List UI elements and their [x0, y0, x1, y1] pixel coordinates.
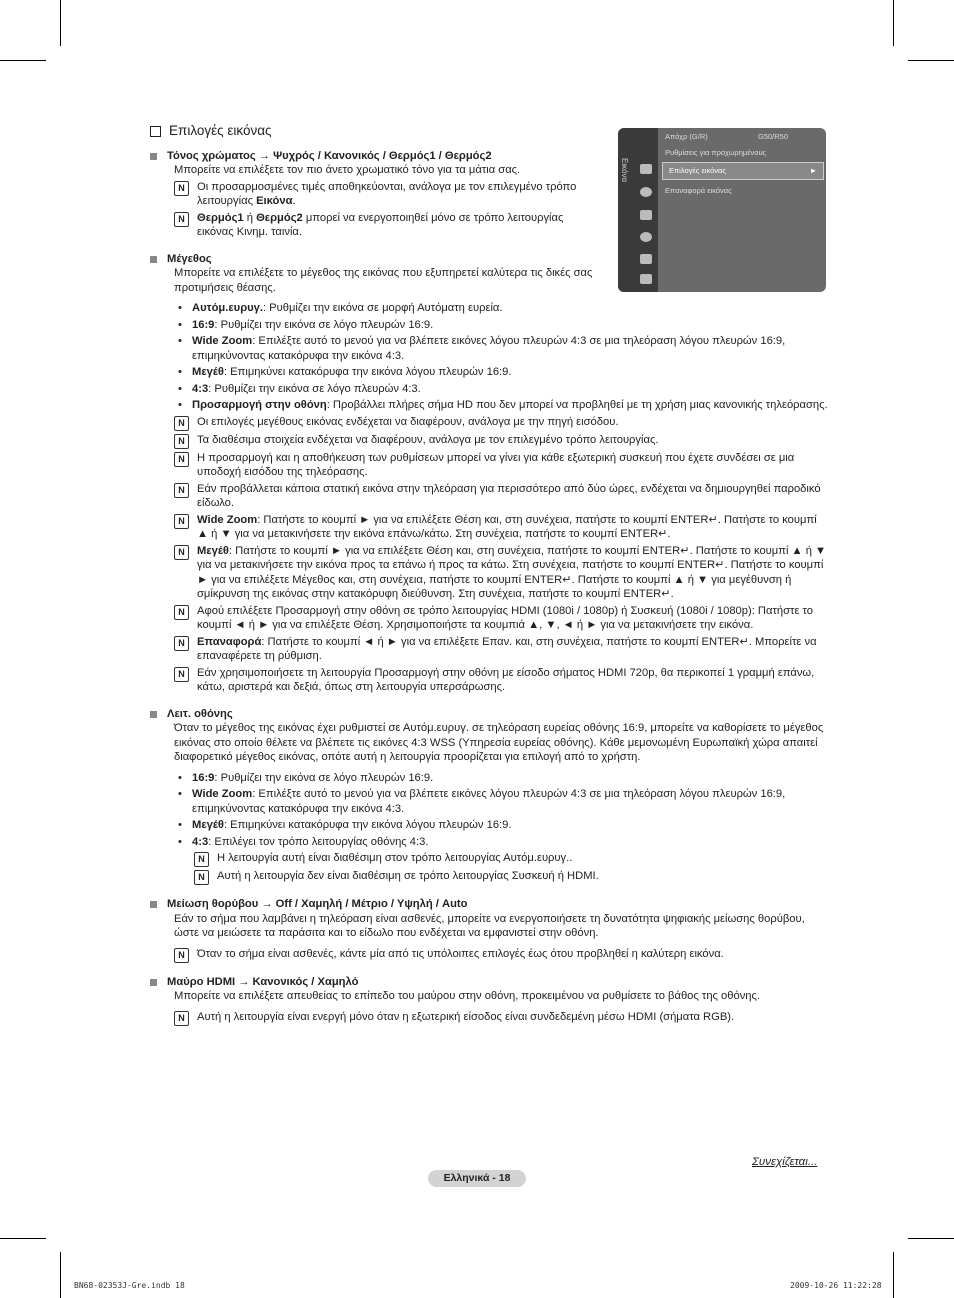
note-icon: N	[174, 948, 189, 963]
checkbox-icon	[150, 126, 161, 137]
print-slug-left: BN68-02353J-Gre.indb 18	[74, 1281, 185, 1290]
note: N Η προσαρμογή και η αποθήκευση των ρυθμίσεων μπορεί να γίνει για κάθε εξωτερική συσκευή που έχετε συνδέσει σε μια υποδοχή εισόδου της τηλεόρασης.	[174, 451, 830, 480]
note: N Εάν χρησιμοποιήσετε τη λειτουργία Προσαρμογή στην οθόνη με είσοδο σήματος HDMI 720p, θα περικοπεί 1 γραμμή επάνω, κάτω, αριστερά και δεξιά, όπως στη λειτουργία υπερσάρωσης.	[174, 666, 830, 695]
square-bullet-icon	[150, 901, 157, 908]
note-icon: N	[174, 452, 189, 467]
menu-selected-arrow: ►	[809, 166, 817, 175]
page-content	[150, 124, 830, 1026]
list-item: • Αυτόμ.ευρυγ.: Ρυθμίζει την εικόνα σε μορφή Αυτόματη ευρεία.	[174, 301, 830, 316]
list-item: • Wide Zoom: Επιλέξτε αυτό το μενού για να βλέπετε εικόνες λόγου πλευρών 4:3 σε μια τηλεόραση λόγου πλευρών 16:9, επιμηκύνοντας κατακόρυφα την εικόνα 4:3.	[174, 787, 830, 816]
screen-mode-desc: Όταν το μέγεθος της εικόνας έχει ρυθμιστεί σε Αυτόμ.ευρυγ. σε τηλεόραση ευρείας οθόνης 16:9, μπορείτε να καθορίσετε το μέγεθος εικόνας στο οποίο θέλετε να βλέπετε τις εικόνες 4:3 WSS (Υπηρεσία ευρείας οθόνης). Κάθε μεμονωμένη Ευρωπαϊκή χώρα απαιτεί διαφορετικό μέγεθος εικόνας, οπότε αυτή η λειτουργία προορίζεται για επιλογή από το χρήστη.	[174, 722, 824, 763]
crop-mark	[893, 0, 894, 46]
note: N Αυτή η λειτουργία είναι ενεργή μόνο όταν η εξωτερική είσοδος είναι συνδεδεμένη μέσω HDMI (σήματα RGB).	[174, 1010, 830, 1026]
note-icon: N	[174, 483, 189, 498]
square-bullet-icon	[150, 979, 157, 986]
note-icon: N	[174, 181, 189, 196]
tone-heading: Τόνος χρώματος → Ψυχρός / Κανονικός / Θερμός1 / Θερμός2	[150, 149, 830, 164]
note: N Θερμός1 ή Θερμός2 μπορεί να ενεργοποιηθεί μόνο σε τρόπο λειτουργίας εικόνας Κινημ. ταινία.	[174, 211, 594, 240]
note: N Επαναφορά: Πατήστε το κουμπί ◄ ή ► για να επιλέξετε Επαν. και, στη συνέχεια, πατήστε το κουμπί ENTER↵. Μπορείτε να επαναφέρετε τη ρύθμιση.	[174, 635, 830, 664]
note-icon: N	[174, 545, 189, 560]
note-icon: N	[174, 212, 189, 227]
note-icon: N	[174, 1011, 189, 1026]
note: N Εάν προβάλλεται κάποια στατική εικόνα στην τηλεόραση για περισσότερο από δύο ώρες, ενδέχεται να δημιουργηθεί παροδικό είδωλο.	[174, 482, 830, 511]
note: N Αυτή η λειτουργία δεν είναι διαθέσιμη σε τρόπο λειτουργίας Συσκευή ή HDMI.	[194, 869, 830, 885]
menu-side-label: Εικόνα	[620, 158, 629, 183]
note: N Η λειτουργία αυτή είναι διαθέσιμη στον τρόπο λειτουργίας Αυτόμ.ευρυγ..	[194, 851, 830, 867]
list-item: • Προσαρμογή στην οθόνη: Προβάλλει πλήρες σήμα HD που δεν μπορεί να προβληθεί με τη χρήση μιας κανονικής τηλεόρασης.	[174, 398, 830, 413]
crop-mark	[0, 1238, 46, 1239]
screen-options-list	[174, 771, 830, 850]
note-icon: N	[194, 870, 209, 885]
crop-mark	[908, 60, 954, 61]
note: N Οι επιλογές μεγέθους εικόνας ενδέχεται να διαφέρουν, ανάλογα με την πηγή εισόδου.	[174, 415, 830, 431]
square-bullet-icon	[150, 256, 157, 263]
note-icon: N	[194, 852, 209, 867]
section-title: Επιλογές εικόνας	[150, 124, 830, 139]
noise-desc: Εάν το σήμα που λαμβάνει η τηλεόραση είναι ασθενές, μπορείτε να ενεργοποιήσετε τη δυνατότητα ψηφιακής μείωσης θορύβου, ώστε να μειώσετε τα παράσιτα και το είδωλο που ενδέχεται να εμφανιστεί στην οθόνη.	[174, 912, 805, 939]
menu-row-tint: Απόχρ (G/R)	[665, 132, 708, 141]
list-item: • 16:9: Ρυθμίζει την εικόνα σε λόγο πλευρών 16:9.	[174, 318, 830, 333]
note-icon: N	[174, 605, 189, 620]
tone-desc: Μπορείτε να επιλέξετε τον πιο άνετο χρωματικό τόνο για τα μάτια σας.	[174, 164, 521, 176]
screen-mode-heading: Λειτ. οθόνης	[150, 707, 830, 722]
hdmi-black-heading: Μαύρο HDMI → Κανονικός / Χαμηλό	[150, 975, 830, 990]
list-item: • 4:3: Επιλέγει τον τρόπο λειτουργίας οθόνης 4:3.	[174, 835, 830, 850]
list-item: • Wide Zoom: Επιλέξτε αυτό το μενού για να βλέπετε εικόνες λόγου πλευρών 4:3 σε μια τηλεόραση λόγου πλευρών 16:9, επιμηκύνοντας κατακόρυφα την εικόνα 4:3.	[174, 334, 830, 363]
list-item: • Μεγέθ: Επιμηκύνει κατακόρυφα την εικόνα λόγου πλευρών 16:9.	[174, 818, 830, 833]
crop-mark	[60, 1252, 61, 1298]
note-icon: N	[174, 636, 189, 651]
note-icon: N	[174, 514, 189, 529]
note-icon: N	[174, 434, 189, 449]
page-number-badge: Ελληνικά - 18	[428, 1170, 526, 1187]
crop-mark	[908, 1238, 954, 1239]
note-icon: N	[174, 667, 189, 682]
list-item: • Μεγέθ: Επιμηκύνει κατακόρυφα την εικόνα λόγου πλευρών 16:9.	[174, 365, 830, 380]
note: N Wide Zoom: Πατήστε το κουμπί ► για να επιλέξετε Θέση και, στη συνέχεια, πατήστε το κουμπί ENTER↵. Πατήστε το κουμπί ▲ ή ▼ για να μετακινήσετε την εικόνα επάνω/κάτω. Στη συνέχεια, πατήστε το κουμπί ENTER↵.	[174, 513, 830, 542]
crop-mark	[0, 60, 46, 61]
size-heading: Μέγεθος	[150, 252, 830, 267]
note: N Όταν το σήμα είναι ασθενές, κάντε μία από τις υπόλοιπες επιλογές έως ότου προβληθεί η καλύτερη εικόνα.	[174, 947, 830, 963]
hdmi-black-desc: Μπορείτε να επιλέξετε απευθείας το επίπεδο του μαύρου στην οθόνη, προκειμένου να ρυθμίσετε το βάθος της οθόνης.	[174, 990, 761, 1002]
menu-row-advanced: Ρυθμίσεις για προχωρημένους	[665, 148, 767, 157]
menu-row-reset: Επαναφορά εικόνας	[665, 186, 732, 195]
crop-mark	[893, 1252, 894, 1298]
note: N Οι προσαρμοσμένες τιμές αποθηκεύονται, ανάλογα με τον επιλεγμένο τρόπο λειτουργίας Εικόνα.	[174, 180, 594, 209]
list-item: • 4:3: Ρυθμίζει την εικόνα σε λόγο πλευρών 4:3.	[174, 382, 830, 397]
note: N Μεγέθ: Πατήστε το κουμπί ► για να επιλέξετε Θέση και, στη συνέχεια, πατήστε το κουμπί ENTER↵. Πατήστε το κουμπί ▲ ή ▼ για να μετακινήσετε την εικόνα προς τα επάνω ή προς τα κάτω. Στη συνέχεια, πατήστε το κουμπί ENTER↵. Πατήστε το κουμπί ► για να επιλέξετε Μέγεθος και, στη συνέχεια, πατήστε το κουμπί ENTER↵. Πατήστε το κουμπί ▲ ή ▼ για μεγέθυνση ή σμίκρυνση της εικόνας στην κατακόρυφη διεύθυνση. Στη συνέχεια, πατήστε το κουμπί ENTER↵.	[174, 544, 830, 602]
size-desc: Μπορείτε να επιλέξετε το μέγεθος της εικόνας που εξυπηρετεί καλύτερα τις δικές σας προτιμήσεις θέασης.	[174, 267, 593, 294]
note: N Αφού επιλέξετε Προσαρμογή στην οθόνη σε τρόπο λειτουργίας HDMI (1080i / 1080p) ή Συσκευή (1080i / 1080p): Πατήστε το κουμπί ◄ ή ► για να επιλέξετε Θέση. Χρησιμοποιήστε τα κουμπιά ▲, ▼, ◄ ή ► για να μετακινήσετε την εικόνα.	[174, 604, 830, 633]
crop-mark	[60, 0, 61, 46]
note: N Τα διαθέσιμα στοιχεία ενδέχεται να διαφέρουν, ανάλογα με τον επιλεγμένο τρόπο λειτουργίας.	[174, 433, 830, 449]
size-options-list	[174, 301, 830, 413]
square-bullet-icon	[150, 153, 157, 160]
print-slug-right: 2009-10-26 11:22:28	[790, 1281, 882, 1290]
menu-row-tint-value: G50/R50	[758, 132, 789, 141]
continued-label: Συνεχίζεται...	[752, 1156, 818, 1168]
noise-heading: Μείωση θορύβου → Off / Χαμηλή / Μέτριο / Υψηλή / Auto	[150, 897, 830, 912]
note-icon: N	[174, 416, 189, 431]
menu-selected-label: Επιλογές εικόνας	[669, 166, 726, 175]
list-item: • 16:9: Ρυθμίζει την εικόνα σε λόγο πλευρών 16:9.	[174, 771, 830, 786]
square-bullet-icon	[150, 711, 157, 718]
